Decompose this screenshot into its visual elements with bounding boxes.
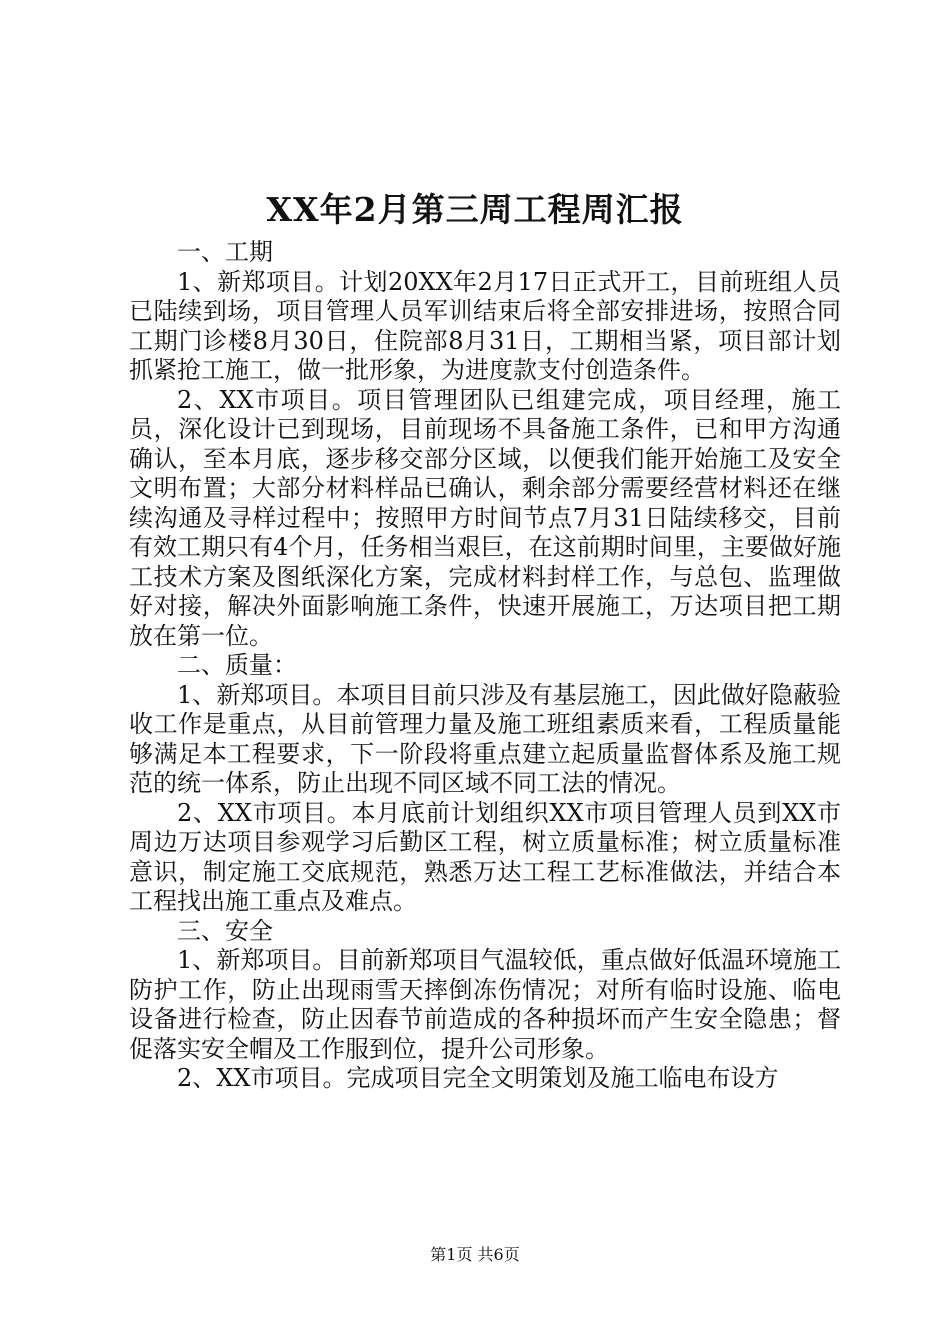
section-heading-schedule: 一、工期 [177, 238, 273, 266]
document-body [129, 238, 841, 1094]
section-heading-safety: 三、安全 [177, 916, 273, 945]
paragraph-quality-xinzheng: 1、新郑项目。本项目目前只涉及有基层施工，因此做好隐蔽验收工作是重点，从目前管理力量及施工班组素质来看，工程质量能够满足本工程要求，下一阶段将重点建立起质量监督体系及施工规范的统一体系，防止出现不同区域不同工法的情况。 [129, 680, 841, 797]
section-heading-quality: 二、质量： [177, 651, 297, 679]
document-title: XX年2月第三周工程周汇报 [266, 190, 684, 229]
paragraph-safety-xinzheng: 1、新郑项目。目前新郑项目气温较低，重点做好低温环境施工防护工作，防止出现雨雪天摔倒冻伤情况；对所有临时设施、临电设备进行检查，防止因春节前造成的各种损坏而产生安全隐患；督促落实安全帽及工作服到位，提升公司形象。 [129, 946, 841, 1063]
paragraph-schedule-xinzheng: 1、新郑项目。计划20XX年2月17日正式开工，目前班组人员已陆续到场，项目管理人员军训结束后将全部安排进场，按照合同工期门诊楼8月30日，住院部8月31日，工期相当紧，项目部计划抓紧抢工施工，做一批形象，为进度款支付创造条件。 [129, 267, 841, 384]
page-footer: 第1页 共6页 [430, 1245, 520, 1264]
paragraph-quality-xx-city: 2、XX市项目。本月底前计划组织XX市项目管理人员到XX市周边万达项目参观学习后勤区工程，树立质量标准；树立质量标准意识，制定施工交底规范，熟悉万达工程工艺标准做法，并结合本工程找出施工重点及难点。 [129, 798, 841, 915]
paragraph-schedule-xx-city: 2、XX市项目。项目管理团队已组建完成，项目经理，施工员，深化设计已到现场，目前现场不具备施工条件，已和甲方沟通确认，至本月底，逐步移交部分区域，以便我们能开始施工及安全文明布置；大部分材料样品已确认，剩余部分需要经营材料还在继续沟通及寻样过程中；按照甲方时间节点7月31日陆续移交，目前有效工期只有4个月，任务相当艰巨，在这前期时间里，主要做好施工技术方案及图纸深化方案，完成材料封样工作，与总包、监理做好对接，解决外面影响施工条件，快速开展施工，万达项目把工期放在第一位。 [129, 385, 841, 650]
paragraph-safety-xx-city: 2、XX市项目。完成项目完全文明策划及施工临电布设方 [177, 1064, 779, 1092]
